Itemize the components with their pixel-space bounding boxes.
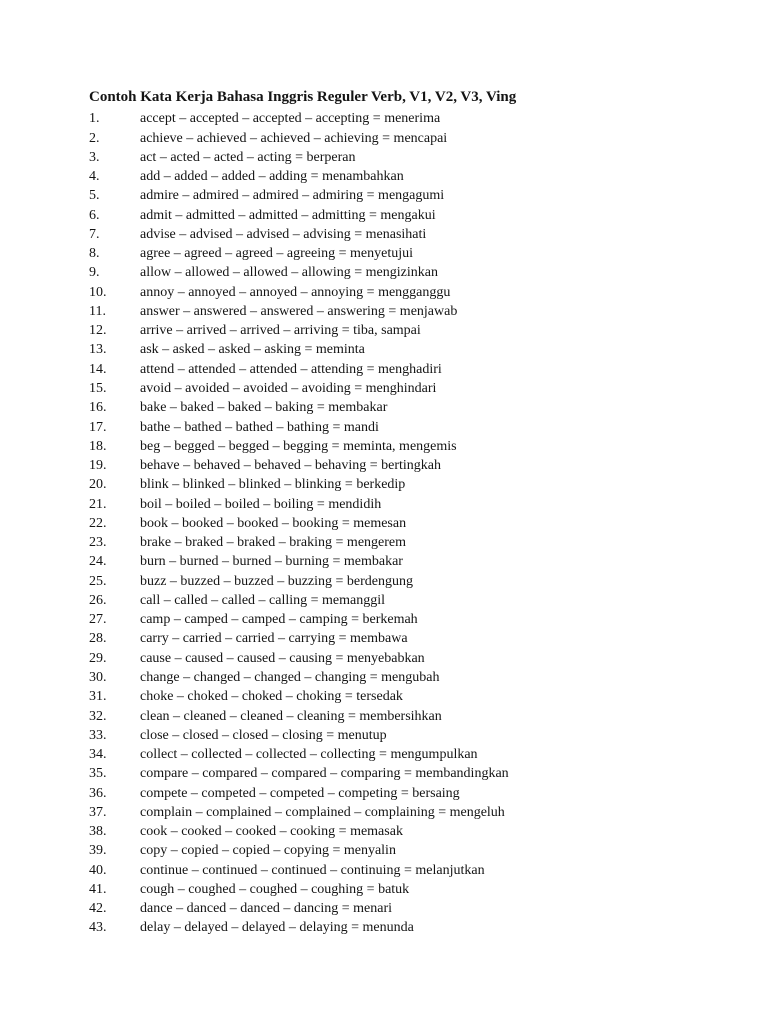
list-item [89,552,728,571]
item-text: compete – competed – competed – competing = bersaing [140,785,460,801]
list-item [89,745,728,764]
item-text: bathe – bathed – bathed – bathing = mandi [140,419,379,435]
list-item [89,225,728,244]
list-item [89,899,728,918]
item-number: 5. [89,188,100,204]
item-number: 2. [89,130,100,146]
item-number: 12. [89,323,107,339]
item-text: cough – coughed – coughed – coughing = batuk [140,881,410,897]
item-text: continue – continued – continued – continuing = melanjutkan [140,862,485,878]
item-text: arrive – arrived – arrived – arriving = tiba, sampai [140,323,421,339]
item-text: book – booked – booked – booking = memesan [140,515,407,531]
item-text: boil – boiled – boiled – boiling = mendidih [140,496,382,512]
item-text: accept – accepted – accepted – accepting = menerima [140,111,441,127]
item-number: 9. [89,265,100,281]
item-text: attend – attended – attended – attending = menghadiri [140,361,442,377]
list-item [89,340,728,359]
list-item [89,148,728,167]
item-number: 28. [89,631,107,647]
item-number: 13. [89,342,107,358]
item-number: 30. [89,670,107,685]
list-item [89,687,728,706]
item-text: compare – compared – compared – comparing = membandingkan [140,766,509,782]
item-text: act – acted – acted – acting = berperan [140,149,356,165]
item-number: 33. [89,727,107,743]
item-text: clean – cleaned – cleaned – cleaning = membersihkan [140,708,442,724]
item-number: 4. [89,169,100,185]
list-item [89,109,728,128]
item-number: 35. [89,766,107,782]
item-text: avoid – avoided – avoided – avoiding = menghindari [140,381,437,397]
list-item [89,302,728,321]
item-text: add – added – added – adding = menambahkan [140,169,404,185]
item-text: answer – answered – answered – answering = menjawab [140,303,458,319]
item-number: 19. [89,458,107,474]
item-number: 15. [89,381,107,397]
list-item [89,398,728,417]
item-number: 10. [89,284,107,300]
list-item [89,764,728,783]
list-item [89,379,728,398]
item-text: advise – advised – advised – advising = menasihati [140,226,427,242]
item-text: collect – collected – collected – collecting = mengumpulkan [140,747,478,763]
item-number: 39. [89,843,107,859]
list-item [89,610,728,629]
item-number: 25. [89,573,107,589]
list-item [89,129,728,148]
item-number: 6. [89,207,100,223]
item-text: cause – caused – caused – causing = menyebabkan [140,650,425,666]
item-text: annoy – annoyed – annoyed – annoying = mengganggu [140,284,451,300]
list-item [89,263,728,282]
list-item [89,841,728,860]
list-item [89,591,728,610]
item-text: burn – burned – burned – burning = membakar [140,554,403,570]
list-item [89,514,728,533]
list-item [89,533,728,552]
item-number: 17. [89,419,107,435]
list-item [89,784,728,803]
list-item [89,437,728,456]
list-item [89,726,728,745]
list-item [89,244,728,263]
item-number: 1. [89,111,100,127]
item-number: 20. [89,477,107,493]
item-text: close – closed – closed – closing = menutup [140,727,387,743]
list-item [89,495,728,514]
item-number: 38. [89,824,107,840]
item-text: dance – danced – danced – dancing = menari [140,901,393,917]
item-text: admit – admitted – admitted – admitting = mengakui [140,207,436,223]
item-number: 7. [89,226,100,242]
item-text: brake – braked – braked – braking = mengerem [140,535,407,551]
list-item [89,861,728,880]
list-item [89,918,728,937]
item-number: 41. [89,881,107,897]
item-text: blink – blinked – blinked – blinking = berkedip [140,477,406,493]
item-text: ask – asked – asked – asking = meminta [140,342,365,358]
item-text: beg – begged – begged – begging = meminta, mengemis [140,438,457,454]
item-text: choke – choked – choked – choking = tersedak [140,689,403,705]
item-number: 31. [89,689,107,705]
list-item [89,880,728,899]
item-text: change – changed – changed – changing = mengubah [140,670,440,685]
item-text: admire – admired – admired – admiring = mengagumi [140,188,445,204]
item-text: agree – agreed – agreed – agreeing = menyetujui [140,246,413,262]
item-number: 32. [89,708,107,724]
list-item [89,822,728,841]
item-number: 27. [89,612,107,628]
item-number: 34. [89,747,107,763]
item-text: call – called – called – calling = memanggil [140,592,386,608]
item-number: 29. [89,650,107,666]
item-text: allow – allowed – allowed – allowing = mengizinkan [140,265,438,281]
verb-list [89,109,728,937]
item-text: achieve – achieved – achieved – achieving = mencapai [140,130,448,146]
item-number: 3. [89,149,100,165]
item-text: cook – cooked – cooked – cooking = memasak [140,824,403,840]
list-item [89,167,728,186]
item-number: 23. [89,535,107,551]
item-text: complain – complained – complained – complaining = mengeluh [140,804,505,820]
item-number: 43. [89,920,107,936]
item-number: 8. [89,246,100,262]
item-number: 40. [89,862,107,878]
list-item [89,572,728,591]
item-text: bake – baked – baked – baking = membakar [140,400,388,416]
list-item [89,206,728,225]
item-number: 22. [89,515,107,531]
item-text: buzz – buzzed – buzzed – buzzing = berdengung [140,573,414,589]
list-item [89,707,728,726]
item-number: 16. [89,400,107,416]
list-item [89,629,728,648]
item-text: copy – copied – copied – copying = menyalin [140,843,396,859]
list-item [89,649,728,668]
list-item [89,360,728,379]
item-number: 18. [89,438,107,454]
list-item [89,456,728,475]
item-number: 11. [89,303,106,319]
item-text: delay – delayed – delayed – delaying = menunda [140,920,414,936]
list-item [89,186,728,205]
item-number: 24. [89,554,107,570]
item-number: 42. [89,901,107,917]
item-number: 36. [89,785,107,801]
list-item [89,475,728,494]
item-number: 21. [89,496,107,512]
item-text: behave – behaved – behaved – behaving = bertingkah [140,458,442,474]
list-item [89,283,728,302]
page-title: Contoh Kata Kerja Bahasa Inggris Reguler Verb, V1, V2, V3, Ving [89,89,517,105]
list-item [89,321,728,340]
item-number: 26. [89,592,107,608]
item-number: 14. [89,361,107,377]
item-text: camp – camped – camped – camping = berkemah [140,612,418,628]
list-item [89,668,728,687]
list-item [89,803,728,822]
item-text: carry – carried – carried – carrying = membawa [140,631,408,647]
item-number: 37. [89,804,107,820]
list-item [89,418,728,437]
